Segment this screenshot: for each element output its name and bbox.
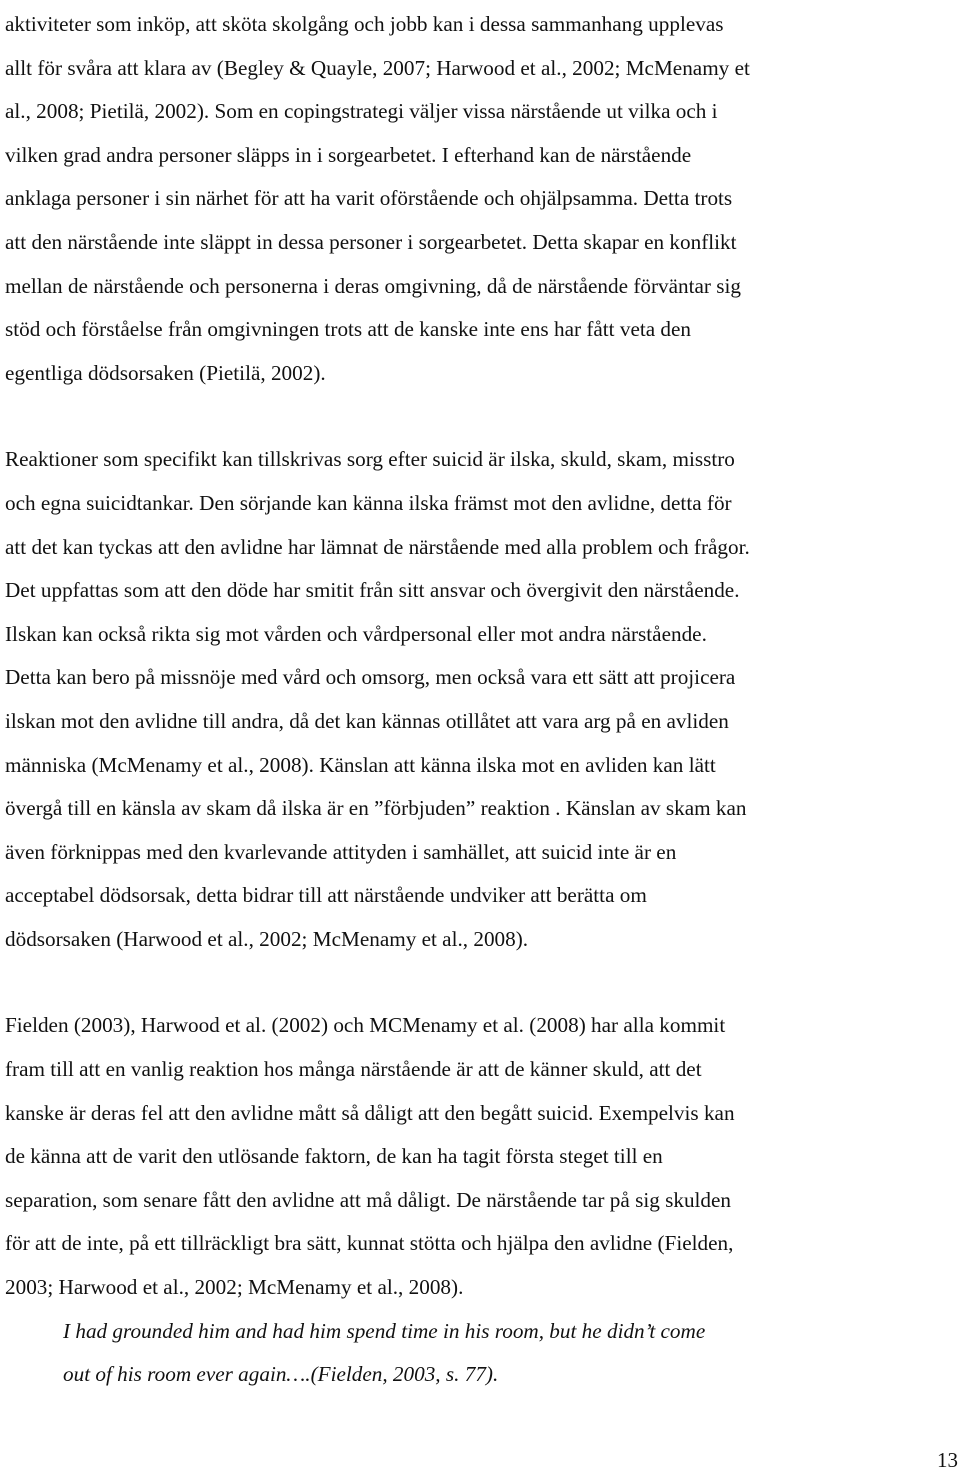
text-line: att den närstående inte släppt in dessa personer i sorgearbetet. Detta skapar en konflikt (5, 229, 737, 254)
text-line: acceptabel dödsorsak, detta bidrar till att närstående undviker att berätta om (5, 883, 647, 908)
text-line: och egna suicidtankar. Den sörjande kan känna ilska främst mot den avlidne, detta för (5, 490, 732, 515)
text-line: Fielden (2003), Harwood et al. (2002) och MCMenamy et al. (2008) har alla kommit (5, 1013, 726, 1038)
text-line: de känna att de varit den utlösande faktorn, de kan ha tagit första steget till en (5, 1144, 663, 1169)
text-line: Ilskan kan också rikta sig mot vården och vårdpersonal eller mot andra närstående. (5, 621, 707, 646)
text-line: Det uppfattas som att den döde har smitit från sitt ansvar och övergivit den närstående. (5, 578, 740, 603)
quote-line: I had grounded him and had him spend time in his room, but he didn’t come (63, 1318, 706, 1343)
text-line: Detta kan bero på missnöje med vård och omsorg, men också vara ett sätt att projicera (5, 665, 736, 690)
text-line: aktiviteter som inköp, att sköta skolgång och jobb kan i dessa sammanhang upplevas (5, 12, 724, 36)
paragraph-spacer (5, 395, 915, 438)
text-line: kanske är deras fel att den avlidne mått så dåligt att den begått suicid. Exempelvis kan (5, 1100, 735, 1125)
text-line: allt för svåra att klara av (Begley & Quayle, 2007; Harwood et al., 2002; McMenamy et (5, 55, 750, 80)
text-line: separation, som senare fått den avlidne att må dåligt. De närstående tar på sig skulden (5, 1187, 732, 1212)
text-line: 2003; Harwood et al., 2002; McMenamy et al., 2008). (5, 1275, 464, 1300)
text-line: stöd och förståelse från omgivningen trots att de kanske inte ens har fått veta den (5, 317, 692, 342)
text-line: al., 2008; Pietilä, 2002). Som en copingstrategi väljer vissa närstående ut vilka och i (5, 99, 718, 124)
document-page (5, 3, 915, 1397)
text-line: anklaga personer i sin närhet för att ha varit oförstående och ohjälpsamma. Detta trots (5, 186, 733, 211)
text-line: dödsorsaken (Harwood et al., 2002; McMenamy et al., 2008). (5, 926, 529, 951)
text-line: egentliga dödsorsaken (Pietilä, 2002). (5, 360, 326, 385)
text-line: Reaktioner som specifikt kan tillskrivas sorg efter suicid är ilska, skuld, skam, misstro (5, 447, 735, 472)
text-line: för att de inte, på ett tillräckligt bra sätt, kunnat stötta och hjälpa den avlidne (Fielden, (5, 1231, 734, 1256)
paragraph-3 (5, 1004, 915, 1309)
page-number: 13 (937, 1448, 958, 1472)
text-line: att det kan tyckas att den avlidne har lämnat de närstående med alla problem och frågor. (5, 534, 750, 559)
paragraph-spacer (5, 961, 915, 1004)
text-line: vilken grad andra personer släpps in i sorgearbetet. I efterhand kan de närstående (5, 142, 692, 167)
block-quote (5, 1310, 915, 1397)
text-line: människa (McMenamy et al., 2008). Känslan att känna ilska mot en avliden kan lätt (5, 752, 716, 777)
text-line: ilskan mot den avlidne till andra, då det kan kännas otillåtet att vara arg på en avliden (5, 708, 729, 733)
text-line: mellan de närstående och personerna i deras omgivning, då de närstående förväntar sig (5, 273, 741, 298)
text-line: övergå till en känsla av skam då ilska är en ”förbjuden” reaktion . Känslan av skam kan (5, 796, 747, 821)
paragraph-1 (5, 3, 915, 395)
paragraph-2 (5, 438, 915, 961)
quote-line: out of his room ever again….(Fielden, 2003, s. 77). (63, 1362, 499, 1387)
text-line: även förknippas med den kvarlevande attityden i samhället, att suicid inte är en (5, 839, 677, 864)
text-line: fram till att en vanlig reaktion hos många närstående är att de känner skuld, att det (5, 1057, 702, 1082)
